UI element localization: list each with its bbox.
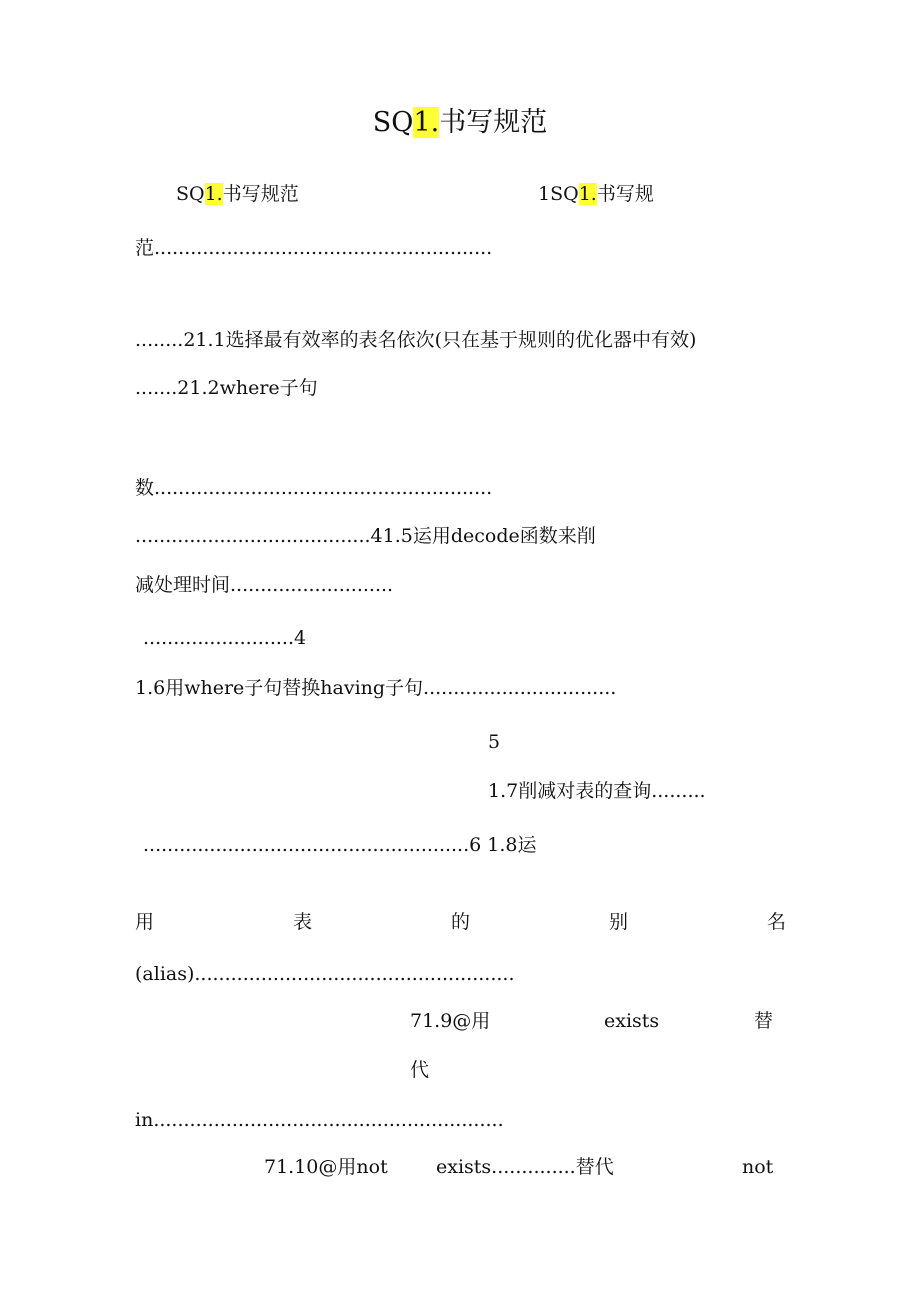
toc-line-18-c: not (742, 1156, 774, 1178)
toc-line-15-c: 替 (754, 1010, 774, 1032)
toc-line-17: in.......................................................... (135, 1109, 504, 1131)
toc-line-7: 减处理时间........................... (135, 574, 394, 596)
toc-line-9: 1.6用where子句替换having子句................................ (135, 677, 617, 699)
toc-line-16: 代 (410, 1059, 430, 1081)
toc-line-15-b: exists (604, 1010, 660, 1032)
toc-line-18-b: exists..............替代 (436, 1156, 614, 1178)
toc-line-6: .......................................41.5运用decode函数来削 (135, 525, 596, 547)
toc-line-1-left: SQ1.书写规范 (176, 183, 299, 205)
toc-line-13 (135, 910, 786, 934)
toc-line-13-char: 用 (135, 911, 155, 933)
toc-line-14: (alias)..................................................... (135, 963, 515, 985)
toc-line-13-char: 的 (450, 911, 470, 933)
toc-line-18-a: 71.10@用not (264, 1156, 388, 1178)
toc-line-15-a: 71.9@用 (410, 1010, 491, 1032)
toc-line-2: 范........................................................ (135, 237, 493, 259)
toc-line-1-right: 1SQ1.书写规 (538, 183, 654, 205)
toc-line-3: ........21.1选择最有效率的表名依次(只在基于规则的优化器中有效) (135, 329, 697, 351)
toc-line-8: .........................4 (143, 627, 307, 649)
toc-line-13-char: 表 (292, 911, 312, 933)
toc-line-12: ......................................................6 1.8运 (143, 834, 537, 856)
toc-line-5: 数........................................................ (135, 477, 493, 499)
toc-line-10: 5 (488, 731, 501, 753)
page-title: SQ1.书写规范 (372, 107, 548, 138)
toc-line-13-char: 别 (608, 911, 628, 933)
toc-line-4: .......21.2where子句 (135, 377, 318, 399)
toc-line-13-char: 名 (766, 911, 786, 933)
toc-line-11: 1.7削减对表的查询......... (488, 780, 706, 802)
